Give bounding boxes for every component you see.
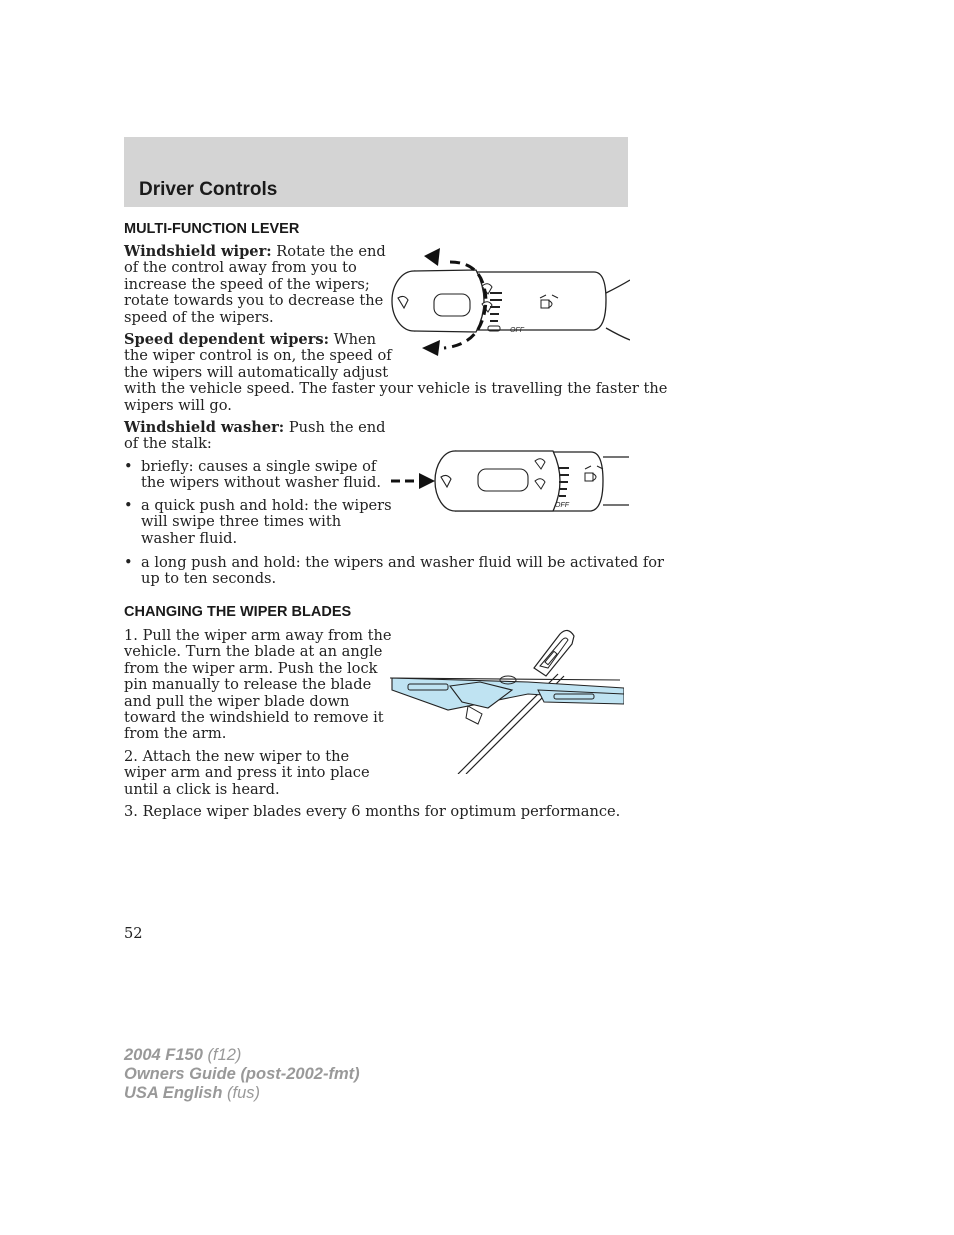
text-line: 2. Attach the new wiper to the bbox=[124, 748, 350, 765]
text-line: a quick push and hold: the wipers bbox=[141, 497, 392, 514]
windshield-washer-paragraph bbox=[124, 420, 386, 453]
text-line: a long push and hold: the wipers and washer fluid will be activated for bbox=[141, 554, 664, 571]
text-line: and pull the wiper blade down bbox=[124, 692, 350, 710]
text-line: up to ten seconds. bbox=[141, 570, 277, 588]
step-3-paragraph: 3. Replace wiper blades every 6 months for optimum performance. bbox=[124, 803, 621, 820]
footer-model: 2004 F150 bbox=[124, 1046, 203, 1064]
text-line: vehicle. Turn the blade at an angle bbox=[124, 643, 383, 661]
text-line: pin manually to release the blade bbox=[124, 676, 372, 694]
text-line: Push the end bbox=[284, 419, 386, 436]
text-line: wiper arm and press it into place bbox=[124, 764, 370, 782]
page-number: 52 bbox=[124, 925, 143, 942]
wiper-stalk-rotation-illustration bbox=[384, 248, 630, 358]
text-line: increase the speed of the wipers; bbox=[124, 275, 370, 293]
text-line: the wipers will automatically adjust bbox=[124, 363, 389, 381]
text-line: rotate towards you to decrease the bbox=[124, 292, 384, 310]
page-title: Driver Controls bbox=[139, 179, 278, 200]
bullet-icon: • bbox=[124, 458, 133, 475]
stalk-off-label: OFF bbox=[555, 502, 569, 509]
text-line: of the control away from you to bbox=[124, 259, 357, 277]
footer-model-code: (f12) bbox=[202, 1046, 242, 1064]
wiper-blade-illustration bbox=[388, 628, 624, 774]
document-footer bbox=[124, 1046, 360, 1103]
arrow-up-icon bbox=[424, 248, 440, 266]
footer-language-code: (fus) bbox=[222, 1084, 260, 1102]
text-line: wipers will go. bbox=[124, 396, 232, 414]
step-2-paragraph bbox=[124, 749, 370, 798]
wiper-stalk-push-illustration bbox=[389, 447, 629, 515]
bullet-icon: • bbox=[124, 497, 133, 514]
section-header-band bbox=[124, 137, 628, 207]
text-line: the wiper control is on, the speed of bbox=[124, 347, 392, 365]
step-1-paragraph bbox=[124, 628, 392, 743]
windshield-wiper-paragraph bbox=[124, 244, 386, 326]
text-line: washer fluid. bbox=[141, 529, 238, 547]
text-line: speed of the wipers. bbox=[124, 308, 274, 326]
windshield-washer-label: Windshield washer: bbox=[124, 419, 285, 436]
text-line: 1. Pull the wiper arm away from the bbox=[124, 627, 392, 644]
text-line: When bbox=[329, 331, 377, 348]
text-line: Rotate the end bbox=[271, 243, 386, 260]
text-line: until a click is heard. bbox=[124, 780, 280, 798]
text-line: of the stalk: bbox=[124, 435, 212, 453]
text-line: briefly: causes a single swipe of bbox=[141, 458, 377, 475]
text-line: with the vehicle speed. The faster your vehicle is travelling the faster the bbox=[124, 380, 668, 398]
text-line: from the wiper arm. Push the lock bbox=[124, 659, 378, 677]
text-line: from the arm. bbox=[124, 725, 227, 743]
arrow-down-icon bbox=[422, 340, 440, 356]
arrow-right-icon bbox=[419, 473, 435, 489]
footer-language: USA English bbox=[124, 1084, 223, 1102]
text-line: the wipers without washer fluid. bbox=[141, 474, 382, 492]
section-heading-multi-function-lever: MULTI-FUNCTION LEVER bbox=[124, 221, 300, 237]
text-line: will swipe three times with bbox=[141, 513, 342, 531]
section-heading-changing-wiper-blades: CHANGING THE WIPER BLADES bbox=[124, 604, 352, 620]
text-line: toward the windshield to remove it bbox=[124, 709, 384, 727]
windshield-wiper-label: Windshield wiper: bbox=[124, 243, 272, 260]
speed-dependent-label: Speed dependent wipers: bbox=[124, 331, 329, 348]
stalk-off-label: OFF bbox=[510, 327, 524, 334]
footer-guide: Owners Guide (post-2002-fmt) bbox=[124, 1065, 360, 1083]
bullet-icon: • bbox=[124, 554, 133, 571]
